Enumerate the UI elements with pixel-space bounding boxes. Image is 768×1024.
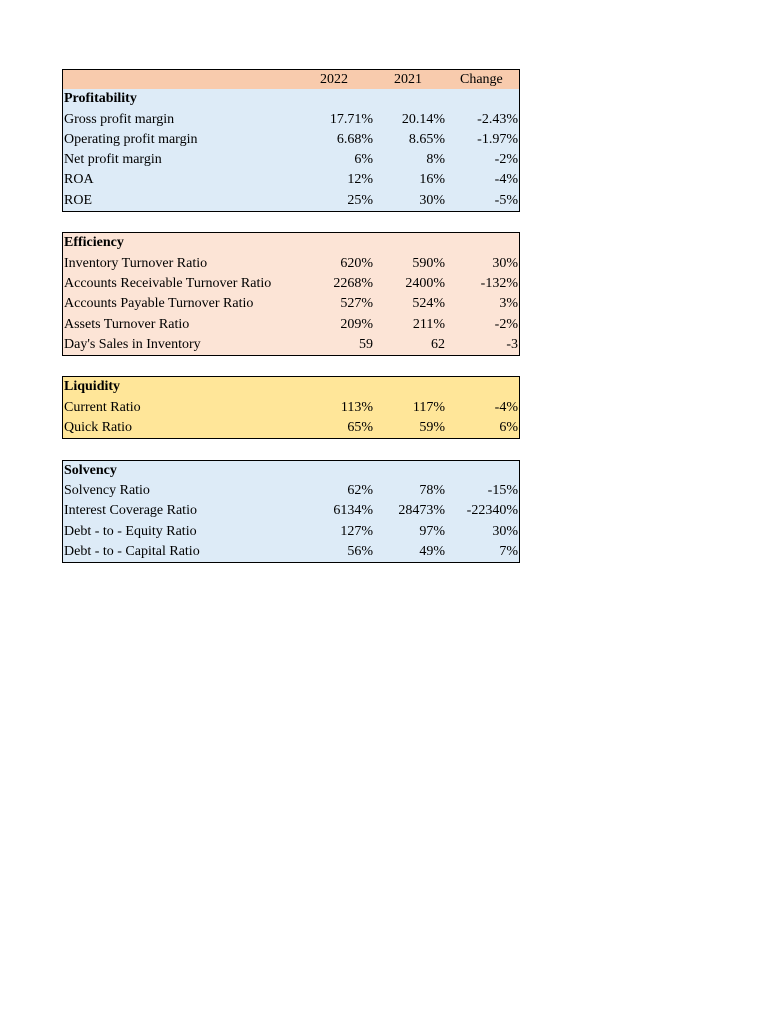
table-row xyxy=(63,398,519,418)
section-spacer xyxy=(62,212,520,232)
value-2022: 6% xyxy=(354,152,373,168)
value-2021: 20.14% xyxy=(401,111,445,127)
table-row xyxy=(63,418,519,438)
value-change: -2% xyxy=(494,316,518,332)
value-change: -132% xyxy=(480,275,518,291)
row-label: Current Ratio xyxy=(64,399,141,415)
section-title-row xyxy=(63,377,519,397)
value-2022: 527% xyxy=(340,296,373,312)
table-row xyxy=(63,130,519,150)
value-2022: 56% xyxy=(347,543,373,559)
value-change: -4% xyxy=(494,172,518,188)
value-2021: 524% xyxy=(412,296,445,312)
row-label: ROA xyxy=(64,172,94,188)
header-change: Change xyxy=(460,72,503,87)
value-change: -2.43% xyxy=(477,111,518,127)
ratio-sections xyxy=(62,89,520,563)
section-title: Profitability xyxy=(64,91,137,107)
row-label: Inventory Turnover Ratio xyxy=(64,255,208,271)
table-row xyxy=(63,191,519,211)
value-2022: 6.68% xyxy=(336,131,373,147)
value-2021: 62 xyxy=(431,336,445,352)
table-row xyxy=(63,150,519,170)
table-row xyxy=(63,254,519,274)
section-solvency xyxy=(62,460,520,563)
table-row xyxy=(63,481,519,501)
table-row xyxy=(63,522,519,542)
section-efficiency xyxy=(62,232,520,356)
row-label: Day's Sales in Inventory xyxy=(64,336,201,352)
value-change: -2% xyxy=(494,152,518,168)
value-2021: 211% xyxy=(412,316,445,332)
value-2021: 49% xyxy=(419,543,445,559)
value-2022: 12% xyxy=(347,172,373,188)
row-label: Net profit margin xyxy=(64,152,162,168)
value-change: 30% xyxy=(492,523,518,539)
value-change: -4% xyxy=(494,399,518,415)
value-2022: 620% xyxy=(340,255,373,271)
value-change: -22340% xyxy=(466,503,518,519)
table-row xyxy=(63,170,519,190)
row-label: Interest Coverage Ratio xyxy=(64,503,197,519)
value-change: -1.97% xyxy=(477,131,518,147)
value-change: 3% xyxy=(499,296,518,312)
row-label: Accounts Payable Turnover Ratio xyxy=(64,296,254,312)
value-2022: 209% xyxy=(340,316,373,332)
row-label: ROE xyxy=(64,192,92,208)
section-profitability xyxy=(62,89,520,212)
header-2021: 2021 xyxy=(394,72,422,87)
value-change: 30% xyxy=(492,255,518,271)
table-row xyxy=(63,335,519,355)
value-2021: 8% xyxy=(426,152,445,168)
section-spacer xyxy=(62,356,520,376)
row-label: Assets Turnover Ratio xyxy=(64,316,190,332)
header-2022: 2022 xyxy=(320,72,348,87)
value-change: -15% xyxy=(487,482,518,498)
value-2021: 97% xyxy=(419,523,445,539)
section-title-row xyxy=(63,461,519,481)
section-spacer xyxy=(62,439,520,459)
table-row xyxy=(63,542,519,562)
value-2022: 2268% xyxy=(333,275,373,291)
value-change: -3 xyxy=(506,336,518,352)
row-label: Debt - to - Equity Ratio xyxy=(64,523,197,539)
table-row xyxy=(63,110,519,130)
row-label: Accounts Receivable Turnover Ratio xyxy=(64,275,272,291)
table-header-row xyxy=(62,69,520,89)
value-2022: 17.71% xyxy=(329,111,373,127)
value-2021: 59% xyxy=(419,420,445,436)
value-2022: 127% xyxy=(340,523,373,539)
row-label: Quick Ratio xyxy=(64,420,133,436)
row-label: Operating profit margin xyxy=(64,131,198,147)
value-2021: 8.65% xyxy=(408,131,445,147)
table-row xyxy=(63,315,519,335)
value-2022: 113% xyxy=(340,399,373,415)
value-2021: 117% xyxy=(412,399,445,415)
value-2022: 59 xyxy=(359,336,373,352)
value-2022: 65% xyxy=(347,420,373,436)
value-2022: 25% xyxy=(347,192,373,208)
value-2021: 78% xyxy=(419,482,445,498)
row-label: Solvency Ratio xyxy=(64,482,150,498)
section-title: Solvency xyxy=(64,462,117,478)
table-row xyxy=(63,501,519,521)
section-title-row xyxy=(63,233,519,253)
value-2021: 590% xyxy=(412,255,445,271)
value-2021: 30% xyxy=(419,192,445,208)
section-liquidity xyxy=(62,376,520,439)
ratio-table xyxy=(62,69,520,563)
value-change: -5% xyxy=(494,192,518,208)
row-label: Gross profit margin xyxy=(64,111,175,127)
value-2022: 62% xyxy=(347,482,373,498)
value-change: 6% xyxy=(499,420,518,436)
table-row xyxy=(63,294,519,314)
section-title: Liquidity xyxy=(64,379,121,395)
table-row xyxy=(63,274,519,294)
value-2021: 2400% xyxy=(405,275,445,291)
value-2022: 6134% xyxy=(333,503,373,519)
section-title-row xyxy=(63,89,519,109)
value-change: 7% xyxy=(499,543,518,559)
value-2021: 16% xyxy=(419,172,445,188)
row-label: Debt - to - Capital Ratio xyxy=(64,543,200,559)
value-2021: 28473% xyxy=(398,503,445,519)
section-title: Efficiency xyxy=(64,235,124,251)
